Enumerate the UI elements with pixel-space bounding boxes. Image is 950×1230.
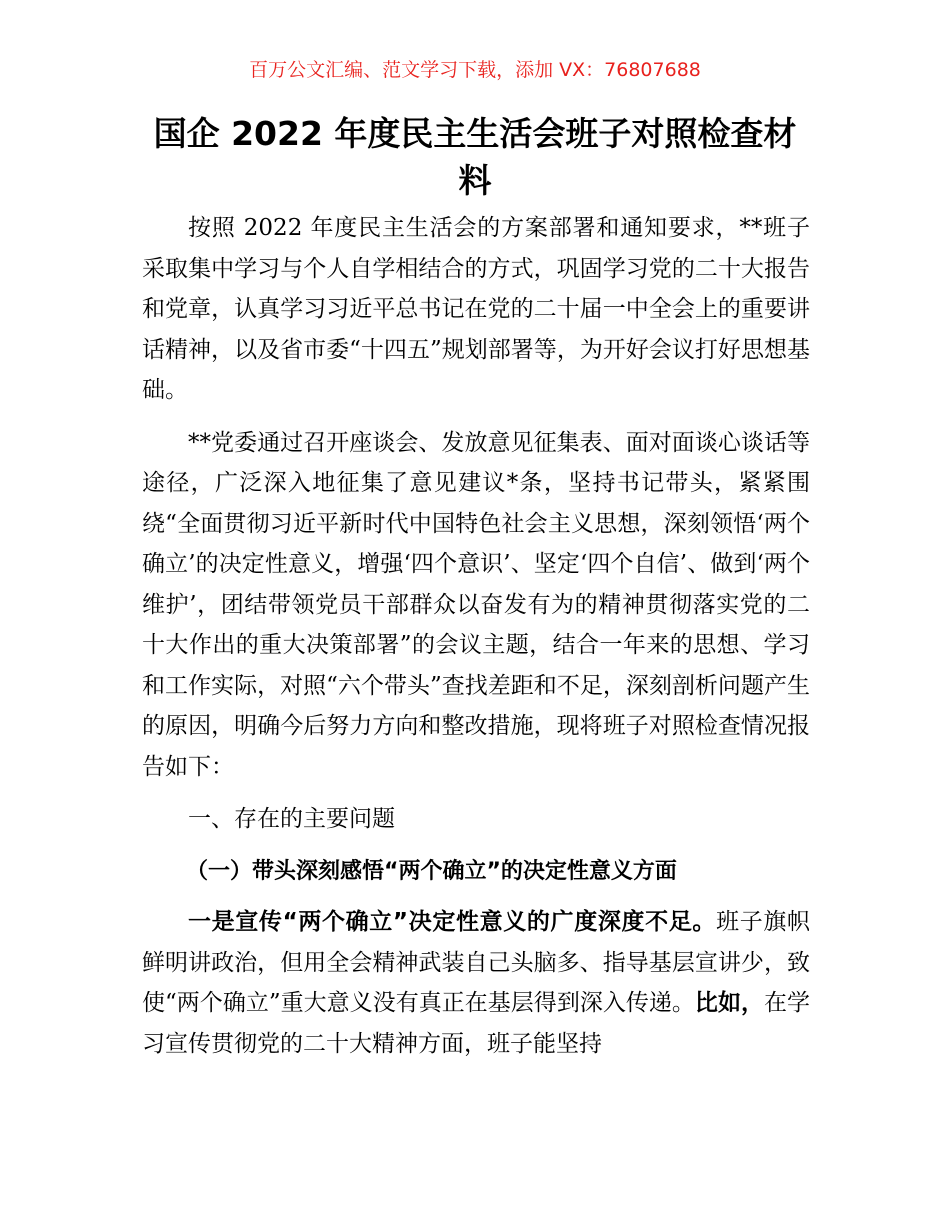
point-one-lead: 一是宣传“两个确立”决定性意义的广度深度不足。 xyxy=(188,909,717,935)
watermark-header: 百万公文汇编、范文学习下载，添加 VX：76807688 xyxy=(249,59,701,81)
paragraph-point-one xyxy=(142,902,810,1064)
document-title: 国企 2022 年度民主生活会班子对照检查材料 xyxy=(153,114,797,200)
document-body xyxy=(142,208,810,1076)
subsection-heading-two-establishments: （一）带头深刻感悟“两个确立”的决定性意义方面 xyxy=(186,858,677,884)
example-text: 在学习宣传贯彻党的二十大精神方面，班子能坚持 xyxy=(142,990,811,1057)
point-one-text: 班子旗帜鲜明讲政治，但用全会精神武装自己头脑多、指导基层宣讲少，致使“两个确立”重大意义没有真正在基层得到深入传递。 xyxy=(142,909,811,1016)
paragraph-intro: 按照 2022 年度民主生活会的方案部署和通知要求，**班子采取集中学习与个人自学相结合的方式，巩固学习党的二十大报告和党章，认真学习习近平总书记在党的二十届一中全会上的重要讲话精神，以及省市委“十四五”规划部署等，为开好会议打好思想基础。 xyxy=(142,215,810,403)
example-lead: 比如， xyxy=(694,990,764,1016)
paragraph-opinions: **党委通过召开座谈会、发放意见征集表、面对面谈心谈话等途径，广泛深入地征集了意见建议*条，坚持书记带头，紧紧围绕“全面贯彻习近平新时代中国特色社会主义思想，深刻领悟‘两个确立’的决定性意义，增强‘四个意识’、坚定‘四个自信’、做到‘两个维护’，团结带领党员干部群众以奋发有为的精神贯彻落实党的二十大作出的重大决策部署”的会议主题，结合一年来的思想、学习和工作实际，对照“六个带头”查找差距和不足，深刻剖析问题产生的原因，明确今后努力方向和整改措施，现将班子对照检查情况报告如下： xyxy=(142,429,810,780)
section-heading-problems: 一、存在的主要问题 xyxy=(188,806,395,832)
